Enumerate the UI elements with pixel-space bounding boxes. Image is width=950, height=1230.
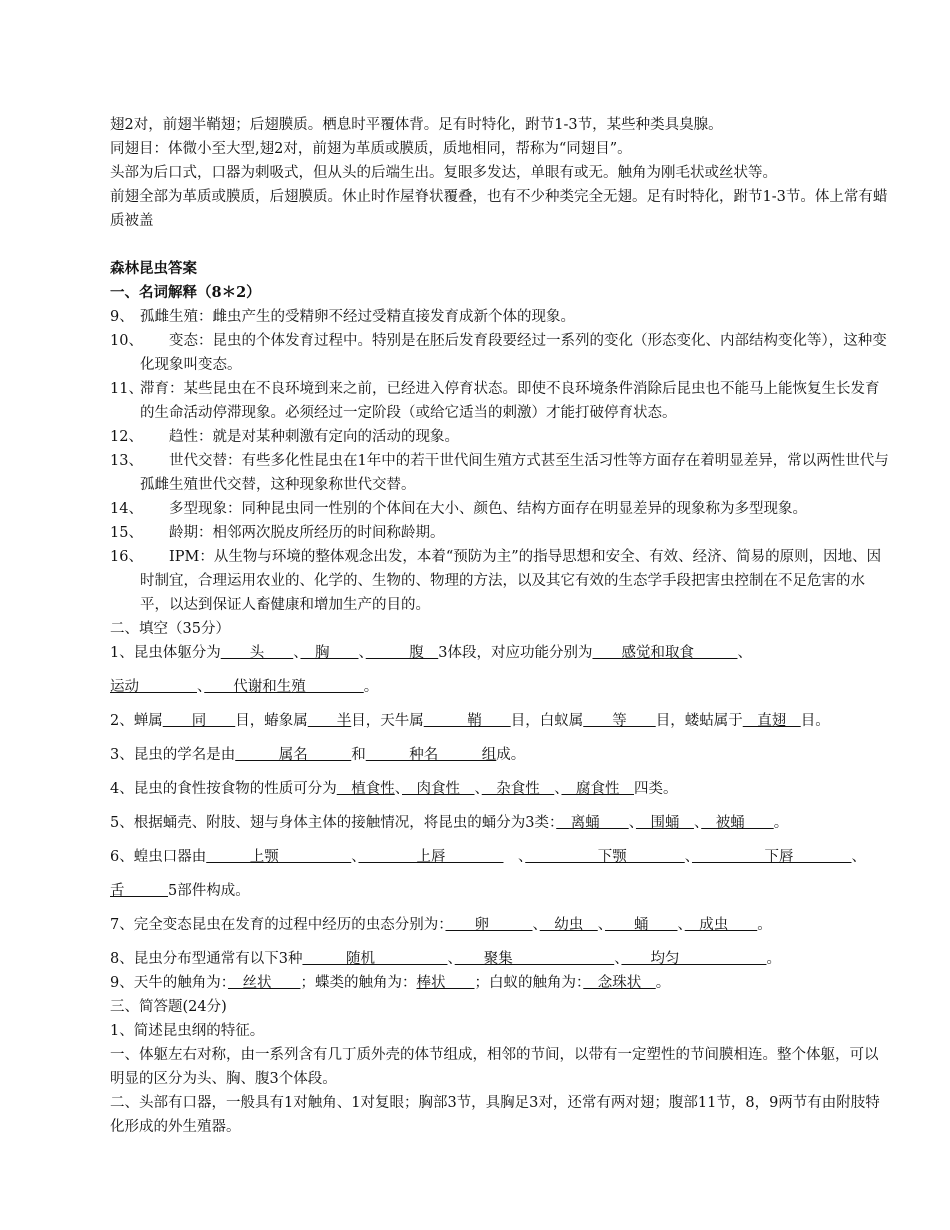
item-text: 变态：昆虫的个体发育过程中。特别是在胚后发育段要经过一系列的变化（形态变化、内部结构变化等），这种变化现象叫变态。 (140, 333, 887, 373)
answer-blank: 等 (583, 713, 656, 729)
separator: 、 (293, 645, 301, 661)
answer-blank: 均匀 (621, 951, 767, 967)
question-text: 8、昆虫分布型通常有以下3种 (110, 951, 303, 967)
answer-blank: 下唇 (691, 849, 852, 865)
answer-blank: 属名 (235, 747, 352, 763)
answer-title: 森林昆虫答案 (110, 260, 197, 277)
intro-line: 前翅全部为革质或膜质，后翅膜质。休止时作屋脊状覆叠，也有不少种类完全无翅。足有时特化，跗节1-3节。体上常有蜡质被盖 (110, 189, 888, 229)
answer-blank: 上颚 (206, 849, 352, 865)
answer-blank: 念珠状 (583, 975, 656, 991)
item-text: 世代交替：有些多化性昆虫在1年中的若干世代间生殖方式甚至生活习性等方面存在着明显差异，常以两性世代与孤雌生殖世代交替，这种现象称世代交替。 (140, 453, 889, 493)
fill-question-6-cont (110, 879, 892, 903)
short-answer-question: 1、简述昆虫纲的特征。 (110, 1023, 265, 1039)
separator: 。 (757, 917, 772, 933)
intro-block (110, 113, 892, 233)
answer-blank: 舌 (110, 883, 168, 899)
separator: 、 (737, 645, 752, 661)
separator: 、 (351, 849, 359, 865)
separator: 。 (773, 815, 789, 831)
separator: 、 (614, 951, 622, 967)
answer-blank: 离蛹 (556, 815, 629, 831)
item-text: 多型现象：同种昆虫同一性别的个体间在大小、颜色、结构方面存在明显差异的现象称为多型现象。 (140, 501, 807, 517)
answer-blank: 头 (220, 645, 294, 661)
question-text: 目，白蚁属 (510, 713, 584, 729)
separator: 。 (655, 975, 671, 991)
answer-blank: 半 (307, 713, 352, 729)
separator: 、 (597, 917, 605, 933)
question-text: 目，蝽象属 (235, 713, 308, 729)
item-number: 14、 (110, 501, 143, 517)
section3-title: 三、简答题(24分) (110, 999, 227, 1015)
answer-blank: 丝状 (227, 975, 301, 991)
section1-title: 一、名词解释（8＊2） (110, 284, 261, 301)
answer-blank: 种名 组 (365, 747, 497, 763)
question-text: 6、蝗虫口器由 (110, 849, 207, 865)
question-text: 5、根据蛹壳、附肢、翅与身体主体的接触情况，将昆虫的蛹分为3类： (110, 815, 557, 831)
answer-blank: 直翅 (742, 713, 801, 729)
definition-item (110, 545, 892, 617)
answer-blank: 幼虫 (539, 917, 598, 933)
question-text: 5部件构成。 (168, 883, 250, 899)
answer-blank: 鞘 (423, 713, 511, 729)
definition-item (110, 305, 892, 329)
answer-blank: 代谢和生殖 (204, 679, 364, 695)
separator: 。 (363, 679, 379, 695)
question-text: 目。 (800, 713, 830, 729)
separator: 。 (766, 951, 781, 967)
answer-blank: 植食性 (336, 781, 395, 797)
question-text: 1、昆虫体躯分为 (110, 645, 221, 661)
answer-blank: 胸 (300, 645, 359, 661)
short-answer-paragraph: 二、头部有口器，一般具有1对触角、1对复眼；胸部3节，具胸足3对，还常有两对翅；腹部11节，8，9两节有由附肢特化形成的外生殖器。 (110, 1095, 880, 1135)
question-text: 目，蝼蛄属于 (655, 713, 743, 729)
separator: 、 (447, 951, 455, 967)
question-text: 2、蝉属 (110, 713, 163, 729)
answer-blank: 运动 (110, 679, 197, 695)
document-page (110, 113, 892, 1139)
item-number: 9、 (110, 309, 134, 325)
separator: 、 (532, 917, 540, 933)
separator: 、 (554, 781, 562, 797)
separator: 、 (628, 815, 636, 831)
intro-line: 翅2对，前翅半鞘翅；后翅膜质。栖息时平覆体背。足有时特化，跗节1-3节，某些种类具臭腺。 (110, 117, 723, 133)
item-text: 滞育：某些昆虫在不良环境到来之前，已经进入停育状态。即使不良环境条件消除后昆虫也不能马上能恢复生长发育的生命活动停滞现象。必须经过一定阶段（或给它适当的刺激）才能打破停育状态。 (140, 381, 880, 421)
definition-item (110, 521, 892, 545)
section2-title: 二、填空（35分） (110, 621, 230, 637)
separator: 、 (474, 781, 482, 797)
separator: 、 (358, 645, 366, 661)
definition-item (110, 377, 892, 425)
definition-item (110, 425, 892, 449)
item-text: 趋性：就是对某种刺激有定向的活动的现象。 (140, 429, 459, 445)
item-number: 15、 (110, 525, 143, 541)
separator: 、 (693, 815, 702, 831)
item-text: 龄期：相邻两次脱皮所经历的时间称龄期。 (140, 525, 445, 541)
question-text: 9、天牛的触角为： (110, 975, 228, 991)
question-text: 目，天牛属 (351, 713, 424, 729)
item-text: 孤雌生殖：雌虫产生的受精卵不经过受精直接发育成新个体的现象。 (140, 309, 575, 325)
answer-blank: 聚集 (454, 951, 615, 967)
fill-question-9 (110, 971, 892, 995)
fill-question-1 (110, 641, 892, 665)
intro-line: 头部为后口式，口器为刺吸式，但从头的后端生出。复眼多发达，单眼有或无。触角为刚毛状或丝状等。 (110, 165, 777, 181)
answer-blank: 上唇 (358, 849, 504, 865)
short-answer-paragraph: 一、体躯左右对称，由一系列含有几丁质外壳的体节组成，相邻的节间，以带有一定塑性的节间膜相连。整个体躯，可以明显的区分为头、胸、腹3个体段。 (110, 1047, 879, 1087)
question-text: 和 (351, 747, 366, 763)
fill-question-8 (110, 947, 892, 971)
item-number: 10、 (110, 333, 143, 349)
answer-blank: 棒状 (416, 975, 475, 991)
answer-blank: 围蛹 (635, 815, 694, 831)
intro-line: 同翅目：体微小至大型,翅2对，前翅为革质或膜质，质地相同，帮称为“同翅目”。 (110, 141, 632, 157)
answer-blank: 腹 (365, 645, 439, 661)
answer-blank: 下颚 (525, 849, 685, 865)
separator: 、 (851, 849, 866, 865)
fill-question-7 (110, 913, 892, 937)
question-text: 成。 (496, 747, 526, 763)
fill-question-4 (110, 777, 892, 801)
separator: 、 (197, 679, 205, 695)
separator: 、 (677, 917, 685, 933)
fill-question-6 (110, 845, 892, 869)
answer-blank: 被蛹 (701, 815, 774, 831)
question-text: 4、昆虫的食性按食物的性质可分为 (110, 781, 337, 797)
definition-item (110, 497, 892, 521)
question-text: 7、完全变态昆虫在发育的过程中经历的虫态分别为： (110, 917, 446, 933)
fill-question-2 (110, 709, 892, 733)
answer-blank: 成虫 (684, 917, 758, 933)
definition-list (110, 305, 892, 617)
item-number: 12、 (110, 429, 143, 445)
definition-item (110, 329, 892, 377)
fill-question-1-cont (110, 675, 892, 699)
item-number: 13、 (110, 453, 143, 469)
question-text: 3、昆虫的学名是由 (110, 747, 236, 763)
fill-question-3 (110, 743, 892, 767)
question-text: ；蝶类的触角为： (300, 975, 417, 991)
separator: 、 (394, 781, 402, 797)
item-text: IPM：从生物与环境的整体观念出发，本着“预防为主”的指导思想和安全、有效、经济、简易的原则，因地、因时制宜，合理运用农业的、化学的、生物的、物理的方法，以及其它有效的生态学手段把害虫控制在不足危害的水平，以达到保证人畜健康和增加生产的目的。 (140, 549, 882, 613)
question-text: 3体段，对应功能分别为 (438, 645, 593, 661)
answer-blank: 蛹 (604, 917, 678, 933)
item-number: 11、 (110, 381, 143, 397)
separator: 、 (503, 849, 526, 865)
answer-blank: 卵 (445, 917, 533, 933)
definition-item (110, 449, 892, 497)
fill-question-5 (110, 811, 892, 835)
answer-blank: 肉食性 (401, 781, 475, 797)
answer-blank: 随机 (302, 951, 448, 967)
answer-blank: 感觉和取食 (592, 645, 738, 661)
question-text: ；白蚁的触角为： (474, 975, 584, 991)
answer-blank: 同 (162, 713, 236, 729)
question-text: 四类。 (633, 781, 678, 797)
separator: 、 (684, 849, 692, 865)
item-number: 16、 (110, 549, 143, 565)
answer-blank: 腐食性 (561, 781, 634, 797)
answer-blank: 杂食性 (481, 781, 555, 797)
